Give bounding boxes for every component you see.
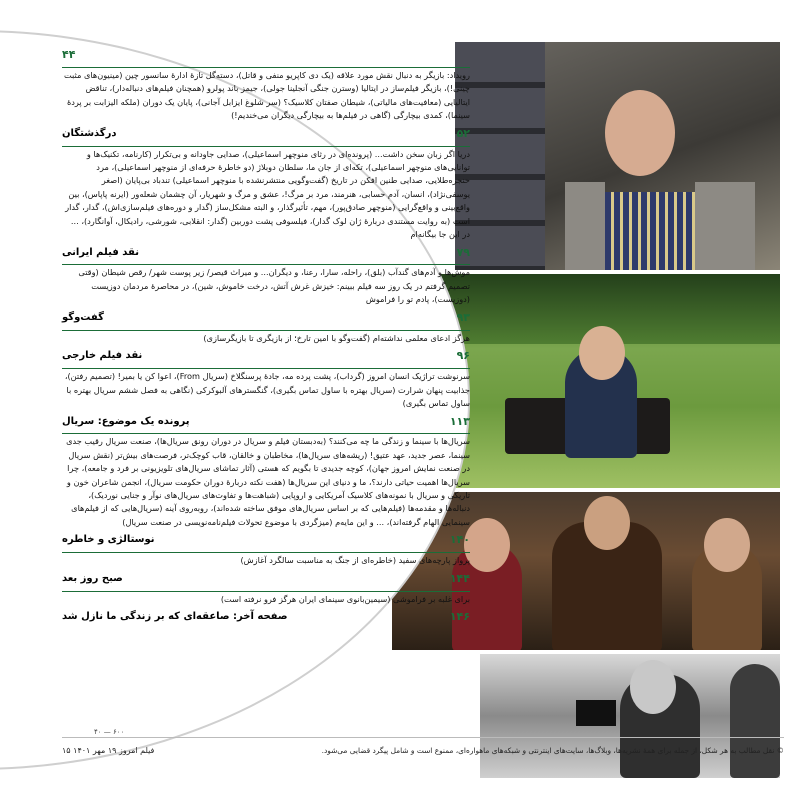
section-rule — [62, 67, 470, 68]
section-title: نوستالژی و خاطره — [62, 534, 155, 546]
section-text: برای غلبه بر فراموشی (سیمین‌بانوی سینمای ایران هرگز فرو نرفته است) — [220, 593, 470, 604]
section-rule — [62, 146, 470, 147]
page-number: ۵۲ — [456, 126, 470, 140]
table-of-contents — [62, 46, 470, 628]
section-text: هرگز ادعای معلمی نداشته‌ام (گفت‌وگو با امین تارخ؛ از بازیگری تا بازیگرسازی) — [203, 332, 470, 343]
toc-section-interview — [62, 309, 470, 345]
page-number: ۹۶ — [456, 349, 470, 363]
section-rule — [62, 552, 470, 553]
page-number: ۱۴۰ — [449, 533, 470, 547]
copyright-notice: © نقل مطالب به هر شکل، از جمله برای همۀ نشریه‌ها، وبلاگ‌ها، سایت‌های اینترنتی و شبکه‌های ماهواره‌ای، ممنوع است و شامل پیگرد قضایی می‌شود. — [321, 745, 784, 755]
footer — [62, 737, 784, 759]
section-title: صفحه آخر: صاعقه‌ای که بر زندگی ما نازل شد — [62, 611, 288, 623]
page-number: ۱۱۳ — [449, 414, 470, 428]
toc-section-iranian-film-review — [62, 243, 470, 306]
section-text: دریا اگر زبان سخن داشت... (پرونده‌ای در رثای منوچهر اسماعیلی)، صدایی جاودانه و بی‌تکرار (کارنامه، تکنیک‌ها و توانایی‌های منوچهر اسماعیلی)، تکه‌ای از جان ما، سلطان دوبلاژ (دو خاطرۀ حرفه‌ای از منوچهر اسماعیلی)، مرد حنجره‌طلایی، صدایی طنین افکن در تاریخ (گفت‌وگویی منتشرنشده با منوچهر اسماعیلی) تندباد بی‌پایان (اصغر یوسفی‌نژاد)، انسان، آدم حسابی، هنرمند، مرد بر مرگ!، عشق و مرگ و شهریار، آن چشمان شعله‌ور (ایرنه پاپاس)، بین واقع‌بینی و واقع‌گرایی (منوچهر صادق‌پور)، مهم، تأثیرگذار، و البته مشکل‌ساز (گدار و دوره‌های فیلم‌سازی‌اش)، گدار، گدار است (به روایت مستندی دربارۀ ژان لوک گدار)، فیلسوفی پشت دوربین (گدار: انقلابی، شورشی، رادیکال، آوانگارد)، ... در این جا بیگانه‌ام — [65, 148, 470, 240]
section-text: پرواز پارچه‌های سفید (خاطره‌ای از جنگ به مناسبت سالگرد آغازش) — [240, 555, 470, 566]
toc-section-series-dossier — [62, 412, 470, 529]
section-rule — [62, 330, 470, 331]
section-title: گفت‌وگو — [62, 311, 104, 323]
toc-section-nostalgia — [62, 531, 470, 567]
toc-section-next-morning — [62, 570, 470, 606]
page-number: ۹۳ — [456, 310, 470, 324]
section-text: سرنوشت تراژیک انسان امروز (گرداب)، پشت پرده مه، جادۀ پرسنگلاخ (سریال From)، اعوا کن یا بمیر! (تصمیم رفتن)، جذابیت پنهان شرارت (سریال بهتره با ساول تماس بگیری)، گنگسترهای آلبوکرکی (نگاهی به فصل ششم سریال بهتره با ساول تماس بگیری) — [64, 371, 470, 408]
page-number: ۱۴۴ — [449, 571, 470, 585]
page-number: ۱۴۶ — [449, 610, 470, 624]
masthead: فیلم امروز ۱۹ مهر ۱۴۰۱ ۱۵ — [62, 745, 155, 755]
section-rule — [62, 433, 470, 434]
photo-portrait-actor — [455, 42, 780, 270]
toc-section-foreign-film-review — [62, 347, 470, 410]
section-rule — [62, 368, 470, 369]
section-title: نقد فیلم ایرانی — [62, 246, 139, 258]
photo-film-crew-bw — [480, 654, 780, 778]
section-text: رویداد: بازیگر به دنبال نقش مورد علاقه (یک دی کاپریو منفی و قاتل)، دسته‌گل تازۀ ادارۀ سانسور چین (مینیون‌های مثبت چینی!)، بازیگر فیلم‌ساز در ایتالیا (وسترن جنگی آنجلینا جولی)، جیمز باند پولرو (همچنان فیلم‌های دنباله‌دار)، تناقض ایتالیایی (معافیت‌های مالیاتی)، شیطان صفتان کلاسیک؟ (سر شلوغ ایزابل آجانی)، پایان یک دوران (ملکه الیزابت بر پردۀ سینما)، کمدی بیچارگی (گاهی در فیلم‌ها به بیچارگی دیگران می‌خندیم!) — [64, 70, 470, 121]
toc-section-last-page — [62, 608, 470, 626]
section-rule — [62, 264, 470, 265]
toc-section-event — [62, 46, 470, 123]
section-title: صبح روز بعد — [62, 572, 123, 584]
toc-section-obituaries — [62, 125, 470, 242]
section-text: موش‌ها و آدم‌های گندآب (بلق)، راحله، سارا، رعنا، و دیگران... و میراث قیصر/ زیر پوست شهر/ رقص شیطان (وقتی تصمیم گرفتم در یک روز سه فیلم ببینم: خیزش غرش آتش، درخت خاموش، شین)، در محاصرۀ مردمان دوزیست (دوزیست)، پادم تو را فراموش — [78, 267, 470, 305]
page-number: ۴۴ — [62, 48, 76, 62]
section-title: درگذشتگان — [62, 127, 117, 139]
section-title: پرونده یک موضوع: سریال — [62, 415, 190, 427]
page-range: ۴۰ — ۶۰۰ — [94, 728, 125, 736]
page-number: ۷۹ — [456, 245, 470, 259]
section-title: نقد فیلم خارجی — [62, 350, 143, 362]
section-rule — [62, 591, 470, 592]
section-text: سریال‌ها با سینما و زندگی ما چه می‌کنند؟ (به‌دبستان فیلم و سریال در دوران رونق سریال‌ها)، صنعت سریال رقیب جدی سینما، عصر جدید، عهد عتیق! (ریشه‌های سریال‌ها)، مخاطبان و خالقان، قاب کوچک‌تر، فرصت‌های بیش‌تر (نقش سریال در صنعت نمایش امروز جهان)، کوچه جدیدی تا بگویم که هستی (آثار تماشای سریال‌های تلویزیونی بر فرد و جامعه)، چرا سریال‌ها اهمیت حیاتی دارند؟، ما و دنیای این سریال‌ها (هفت نکته دربارۀ دوران حکومت سریال)، انجمن شاعران خون و تاریکی و سریال با نمونه‌های کلاسیک آمریکایی و اروپایی (شباهت‌ها و تفاوت‌های سریال‌های نوآر و جنایی نوردیک)، دنباله‌ها و مقدمه‌ها (فیلم‌هایی که بر اساس سریال‌های موفق ساخته شده‌اند)، روبه‌روی آینه (سریال‌هایی که از فیلم‌های سینمایی الهام گرفته‌اند)، ... و این مایه‌م (میزگردی با موضوع تحولات فیلم‌نامه‌نویسی در صنعت سریال) — [66, 436, 470, 527]
